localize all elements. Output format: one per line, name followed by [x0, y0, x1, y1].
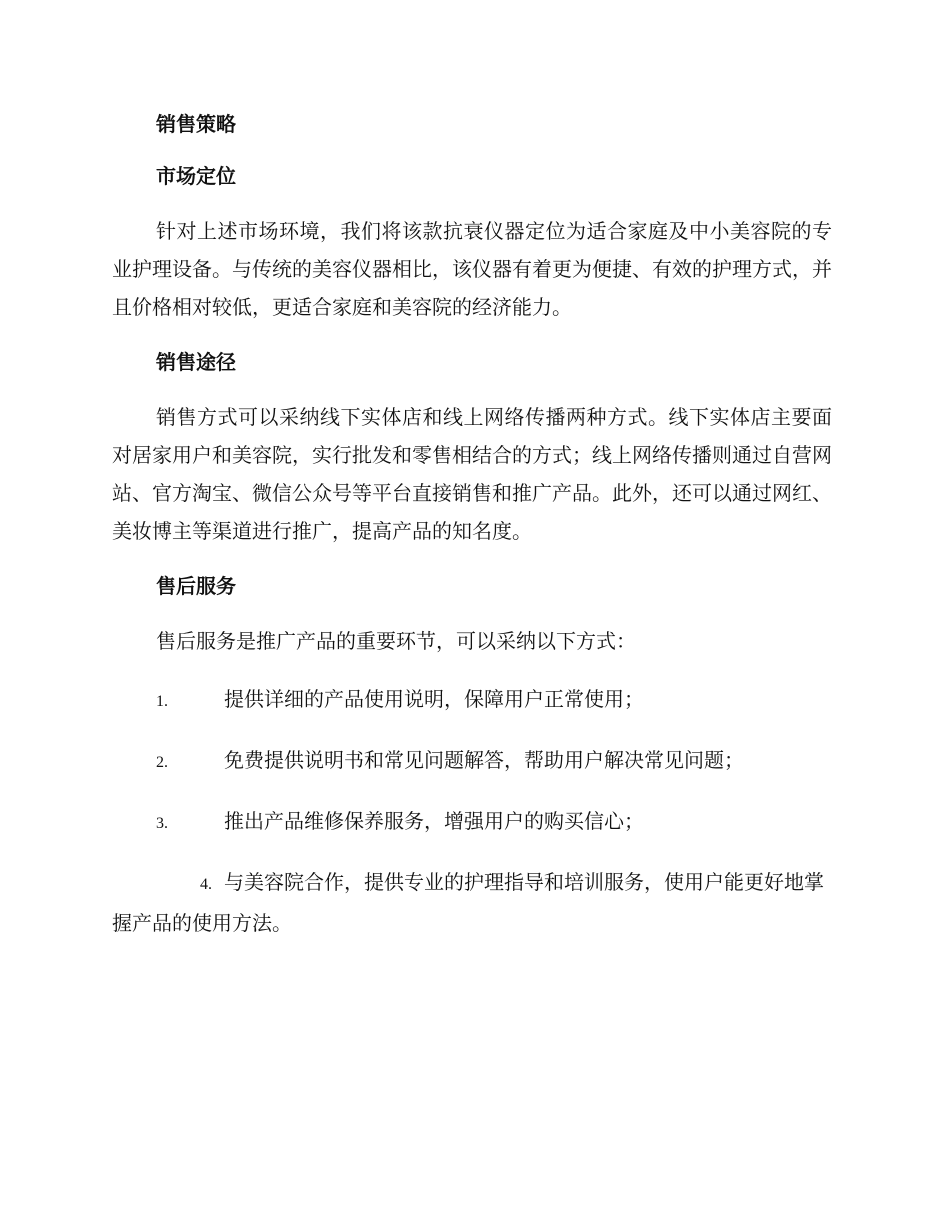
list-item-number: 2.	[156, 754, 168, 771]
aftersales-heading: 售后服务	[156, 574, 236, 598]
list-item	[112, 802, 832, 843]
list-item-number: 4.	[200, 876, 212, 893]
list-item-number: 3.	[156, 815, 168, 832]
section-title: 销售策略	[156, 112, 236, 136]
list-item	[112, 680, 832, 721]
channels-paragraph: 销售方式可以采纳线下实体店和线上网络传播两种方式。线下实体店主要面对居家用户和美容院，实行批发和零售相结合的方式；线上网络传播则通过自营网站、官方淘宝、微信公众号等平台直接销售和推广产品。此外，还可以通过网红、美妆博主等渠道进行推广，提高产品的知名度。	[112, 405, 832, 543]
list-item-text: 与美容院合作，提供专业的护理指导和培训服务，使用户能更好地掌握产品的使用方法。	[112, 870, 824, 935]
list-item	[112, 863, 832, 942]
list-item-text: 推出产品维修保养服务，增强用户的购买信心；	[224, 809, 644, 833]
list-item-number: 1.	[156, 693, 168, 710]
channels-heading: 销售途径	[156, 350, 236, 374]
list-item-text: 提供详细的产品使用说明，保障用户正常使用；	[224, 687, 644, 711]
document-content	[112, 108, 832, 942]
positioning-paragraph: 针对上述市场环境，我们将该款抗衰仪器定位为适合家庭及中小美容院的专业护理设备。与传统的美容仪器相比，该仪器有着更为便捷、有效的护理方式，并且价格相对较低，更适合家庭和美容院的经济能力。	[112, 219, 832, 319]
list-item	[112, 741, 832, 782]
aftersales-intro: 售后服务是推广产品的重要环节，可以采纳以下方式：	[156, 629, 636, 653]
list-item-text: 免费提供说明书和常见问题解答，帮助用户解决常见问题；	[224, 748, 744, 772]
positioning-heading: 市场定位	[156, 164, 236, 188]
